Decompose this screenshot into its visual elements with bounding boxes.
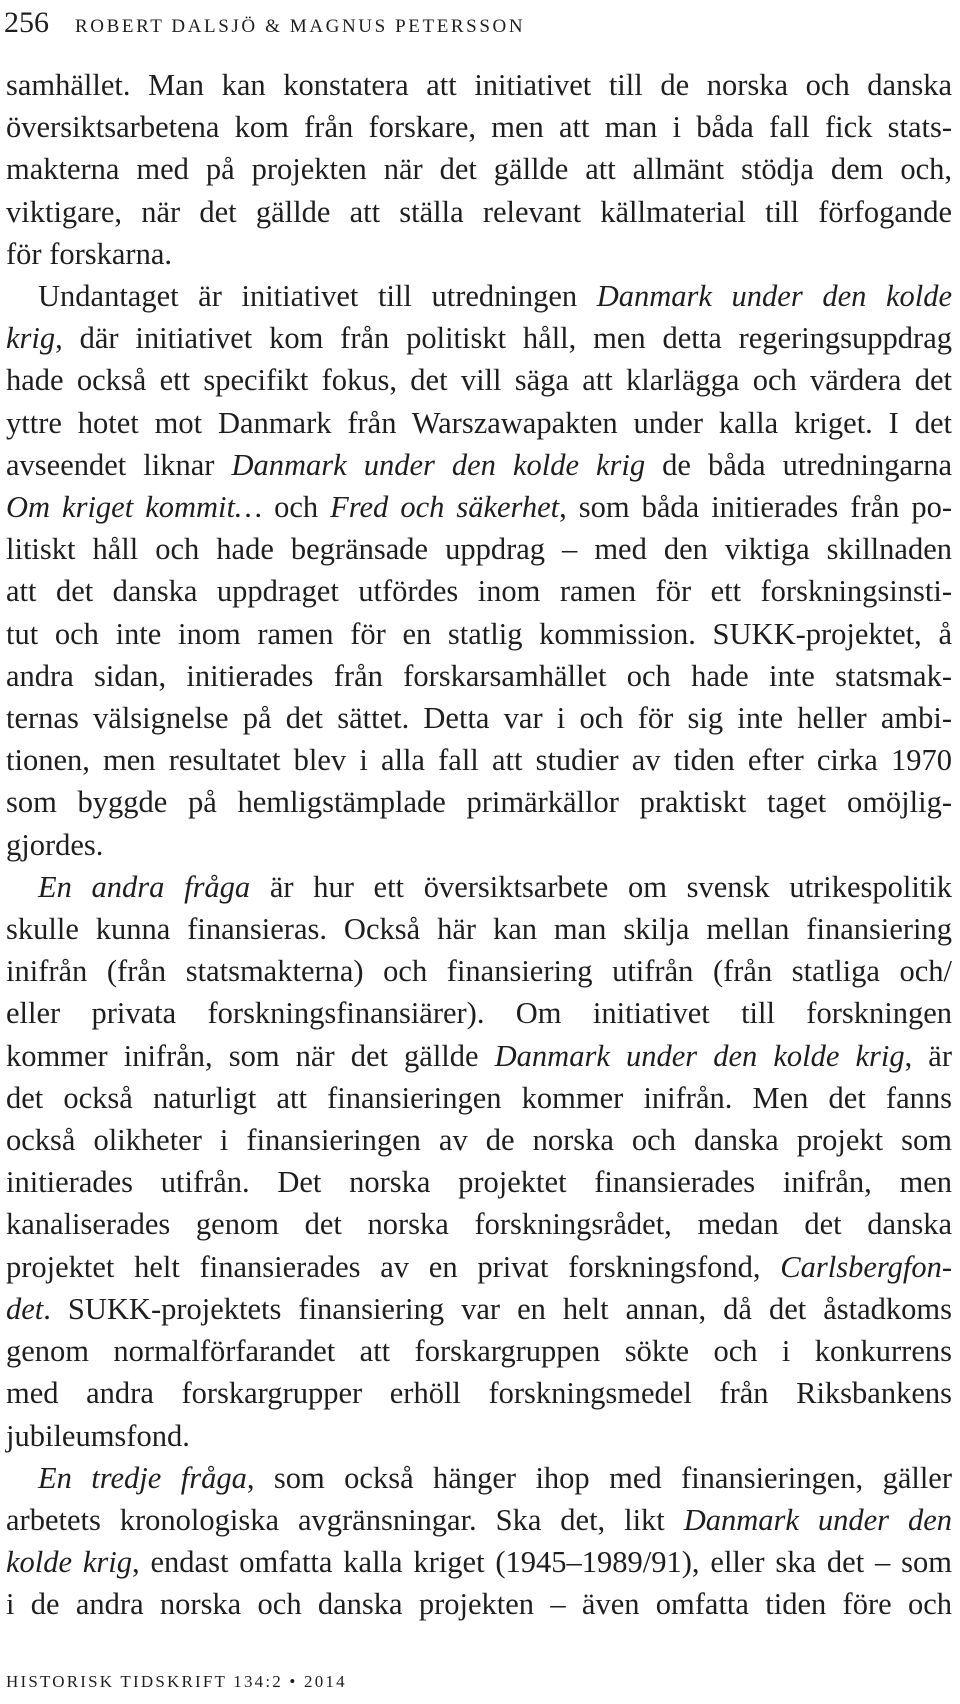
- text-line: [6, 1499, 952, 1541]
- article-body: [6, 64, 952, 1626]
- page-number: 256: [4, 6, 49, 39]
- text-line: [6, 908, 952, 950]
- text-segment: inifrån (från statsmakterna) och finansiering utifrån (från statliga och/: [6, 954, 952, 989]
- text-segment: litiskt håll och hade begränsade uppdrag – med den viktiga skillnaden: [6, 532, 952, 567]
- text-line: [6, 613, 952, 655]
- text-segment: , som båda initierades från po-: [559, 490, 952, 525]
- text-segment: . SUKK-projektets finansiering var en helt annan, då det åstadkoms: [43, 1291, 952, 1326]
- text-segment: , endast omfatta kalla kriget (1945–1989/91), eller ska det – som: [132, 1545, 952, 1580]
- text-segment: viktigare, när det gällde att ställa relevant källmaterial till förfogande: [6, 194, 952, 229]
- text-line: [6, 1457, 952, 1499]
- italic-text: Danmark under den kolde: [596, 279, 953, 314]
- italic-text: det: [6, 1291, 44, 1326]
- page-header: [4, 6, 954, 42]
- text-line: [6, 191, 952, 233]
- text-line: [6, 1161, 952, 1203]
- italic-text: krig: [6, 321, 56, 356]
- text-line: [6, 275, 952, 317]
- text-line: [6, 1583, 952, 1625]
- text-segment: , som också hänger ihop med finansieringen, gäller: [246, 1460, 952, 1495]
- journal-footer: HISTORISK TIDSKRIFT 134:2 • 2014: [6, 1672, 347, 1691]
- text-segment: avseendet liknar: [6, 447, 232, 482]
- text-segment: kommer inifrån, som när det gällde: [6, 1038, 495, 1073]
- text-line: [6, 697, 952, 739]
- text-line: [6, 1246, 952, 1288]
- text-line: [6, 1415, 952, 1457]
- italic-text: En tredje fråga: [38, 1460, 247, 1495]
- italic-text: En andra fråga: [38, 869, 251, 904]
- text-segment: projektet helt finansierades av en privat forskningsfond,: [6, 1249, 781, 1284]
- text-line: [6, 444, 952, 486]
- text-segment: att det danska uppdraget utfördes inom ramen för ett forskningsinsti-: [6, 574, 952, 609]
- text-line: [6, 570, 952, 612]
- text-segment: som byggde på hemligstämplade primärkällor praktiskt taget omöjlig-: [6, 785, 952, 820]
- text-line: [6, 1077, 952, 1119]
- italic-text: Carlsbergfon-: [780, 1249, 952, 1284]
- text-segment: med andra forskargrupper erhöll forskningsmedel från Riksbankens: [6, 1376, 952, 1411]
- text-segment: makterna med på projekten när det gällde att allmänt stödja dem och,: [6, 152, 952, 187]
- text-line: [6, 148, 952, 190]
- text-segment: arbetets kronologiska avgränsningar. Ska det, likt: [6, 1502, 684, 1537]
- text-segment: , där initiativet kom från politiskt håll, men detta regeringsuppdrag: [55, 321, 952, 356]
- text-line: [6, 233, 952, 275]
- text-line: [6, 1372, 952, 1414]
- text-segment: och: [262, 490, 331, 525]
- text-segment: tionen, men resultatet blev i alla fall att studier av tiden efter cirka 1970: [6, 743, 952, 778]
- text-segment: ternas välsignelse på det sättet. Detta var i och för sig inte heller ambi-: [6, 701, 952, 736]
- text-line: [6, 64, 952, 106]
- text-segment: kanaliserades genom det norska forskningsrådet, medan det danska: [6, 1207, 952, 1242]
- text-line: [6, 528, 952, 570]
- text-segment: initierades utifrån. Det norska projektet finansierades inifrån, men: [6, 1165, 952, 1200]
- running-head-authors: ROBERT DALSJÖ & MAGNUS PETERSSON: [75, 16, 526, 37]
- italic-text: Danmark under den kolde krig: [494, 1038, 905, 1073]
- italic-text: Om kriget kommit…: [6, 490, 263, 525]
- text-segment: jubileumsfond.: [6, 1418, 190, 1453]
- text-line: [6, 486, 952, 528]
- text-segment: Undantaget är initiativet till utredningen: [38, 279, 597, 314]
- text-line: [6, 359, 952, 401]
- text-line: [6, 1035, 952, 1077]
- text-line: [6, 655, 952, 697]
- text-segment: de båda utredningarna: [645, 447, 952, 482]
- text-line: [6, 402, 952, 444]
- text-line: [6, 739, 952, 781]
- text-line: [6, 824, 952, 866]
- text-segment: eller privata forskningsfinansiärer). Om initiativet till forskningen: [6, 996, 952, 1031]
- text-segment: hade också ett specifikt fokus, det vill säga att klarlägga och värdera det: [6, 363, 952, 398]
- italic-text: Danmark under den kolde krig: [231, 447, 646, 482]
- text-line: [6, 1119, 952, 1161]
- italic-text: Fred och säkerhet: [330, 490, 560, 525]
- text-line: [6, 1541, 952, 1583]
- text-segment: översiktsarbetena kom från forskare, men att man i båda fall fick stats-: [6, 110, 952, 145]
- text-line: [6, 1330, 952, 1372]
- text-segment: det också naturligt att finansieringen kommer inifrån. Men det fanns: [6, 1080, 952, 1115]
- text-segment: samhället. Man kan konstatera att initiativet till de norska och danska: [6, 68, 952, 102]
- text-segment: , är: [904, 1038, 952, 1073]
- text-line: [6, 317, 952, 359]
- text-line: [6, 950, 952, 992]
- text-line: [6, 106, 952, 148]
- text-line: [6, 866, 952, 908]
- text-segment: yttre hotet mot Danmark från Warszawapakten under kalla kriget. I det: [6, 405, 952, 440]
- text-segment: genom normalförfarandet att forskargruppen sökte och i konkurrens: [6, 1334, 952, 1369]
- text-line: [6, 1203, 952, 1245]
- text-segment: gjordes.: [6, 827, 104, 862]
- italic-text: kolde krig: [6, 1545, 133, 1580]
- text-line: [6, 781, 952, 823]
- text-segment: skulle kunna finansieras. Också här kan man skilja mellan finansiering: [6, 912, 952, 947]
- text-segment: i de andra norska och danska projekten – även omfatta tiden före och: [6, 1587, 952, 1622]
- text-line: [6, 1288, 952, 1330]
- text-segment: andra sidan, initierades från forskarsamhället och hade inte statsmak-: [6, 658, 952, 693]
- text-segment: också olikheter i finansieringen av de norska och danska projekt som: [6, 1123, 952, 1158]
- text-segment: för forskarna.: [6, 236, 172, 271]
- text-segment: tut och inte inom ramen för en statlig kommission. SUKK-projektet, å: [6, 616, 952, 651]
- text-line: [6, 992, 952, 1034]
- italic-text: Danmark under den: [683, 1502, 952, 1537]
- text-segment: är hur ett översiktsarbete om svensk utrikespolitik: [250, 869, 952, 904]
